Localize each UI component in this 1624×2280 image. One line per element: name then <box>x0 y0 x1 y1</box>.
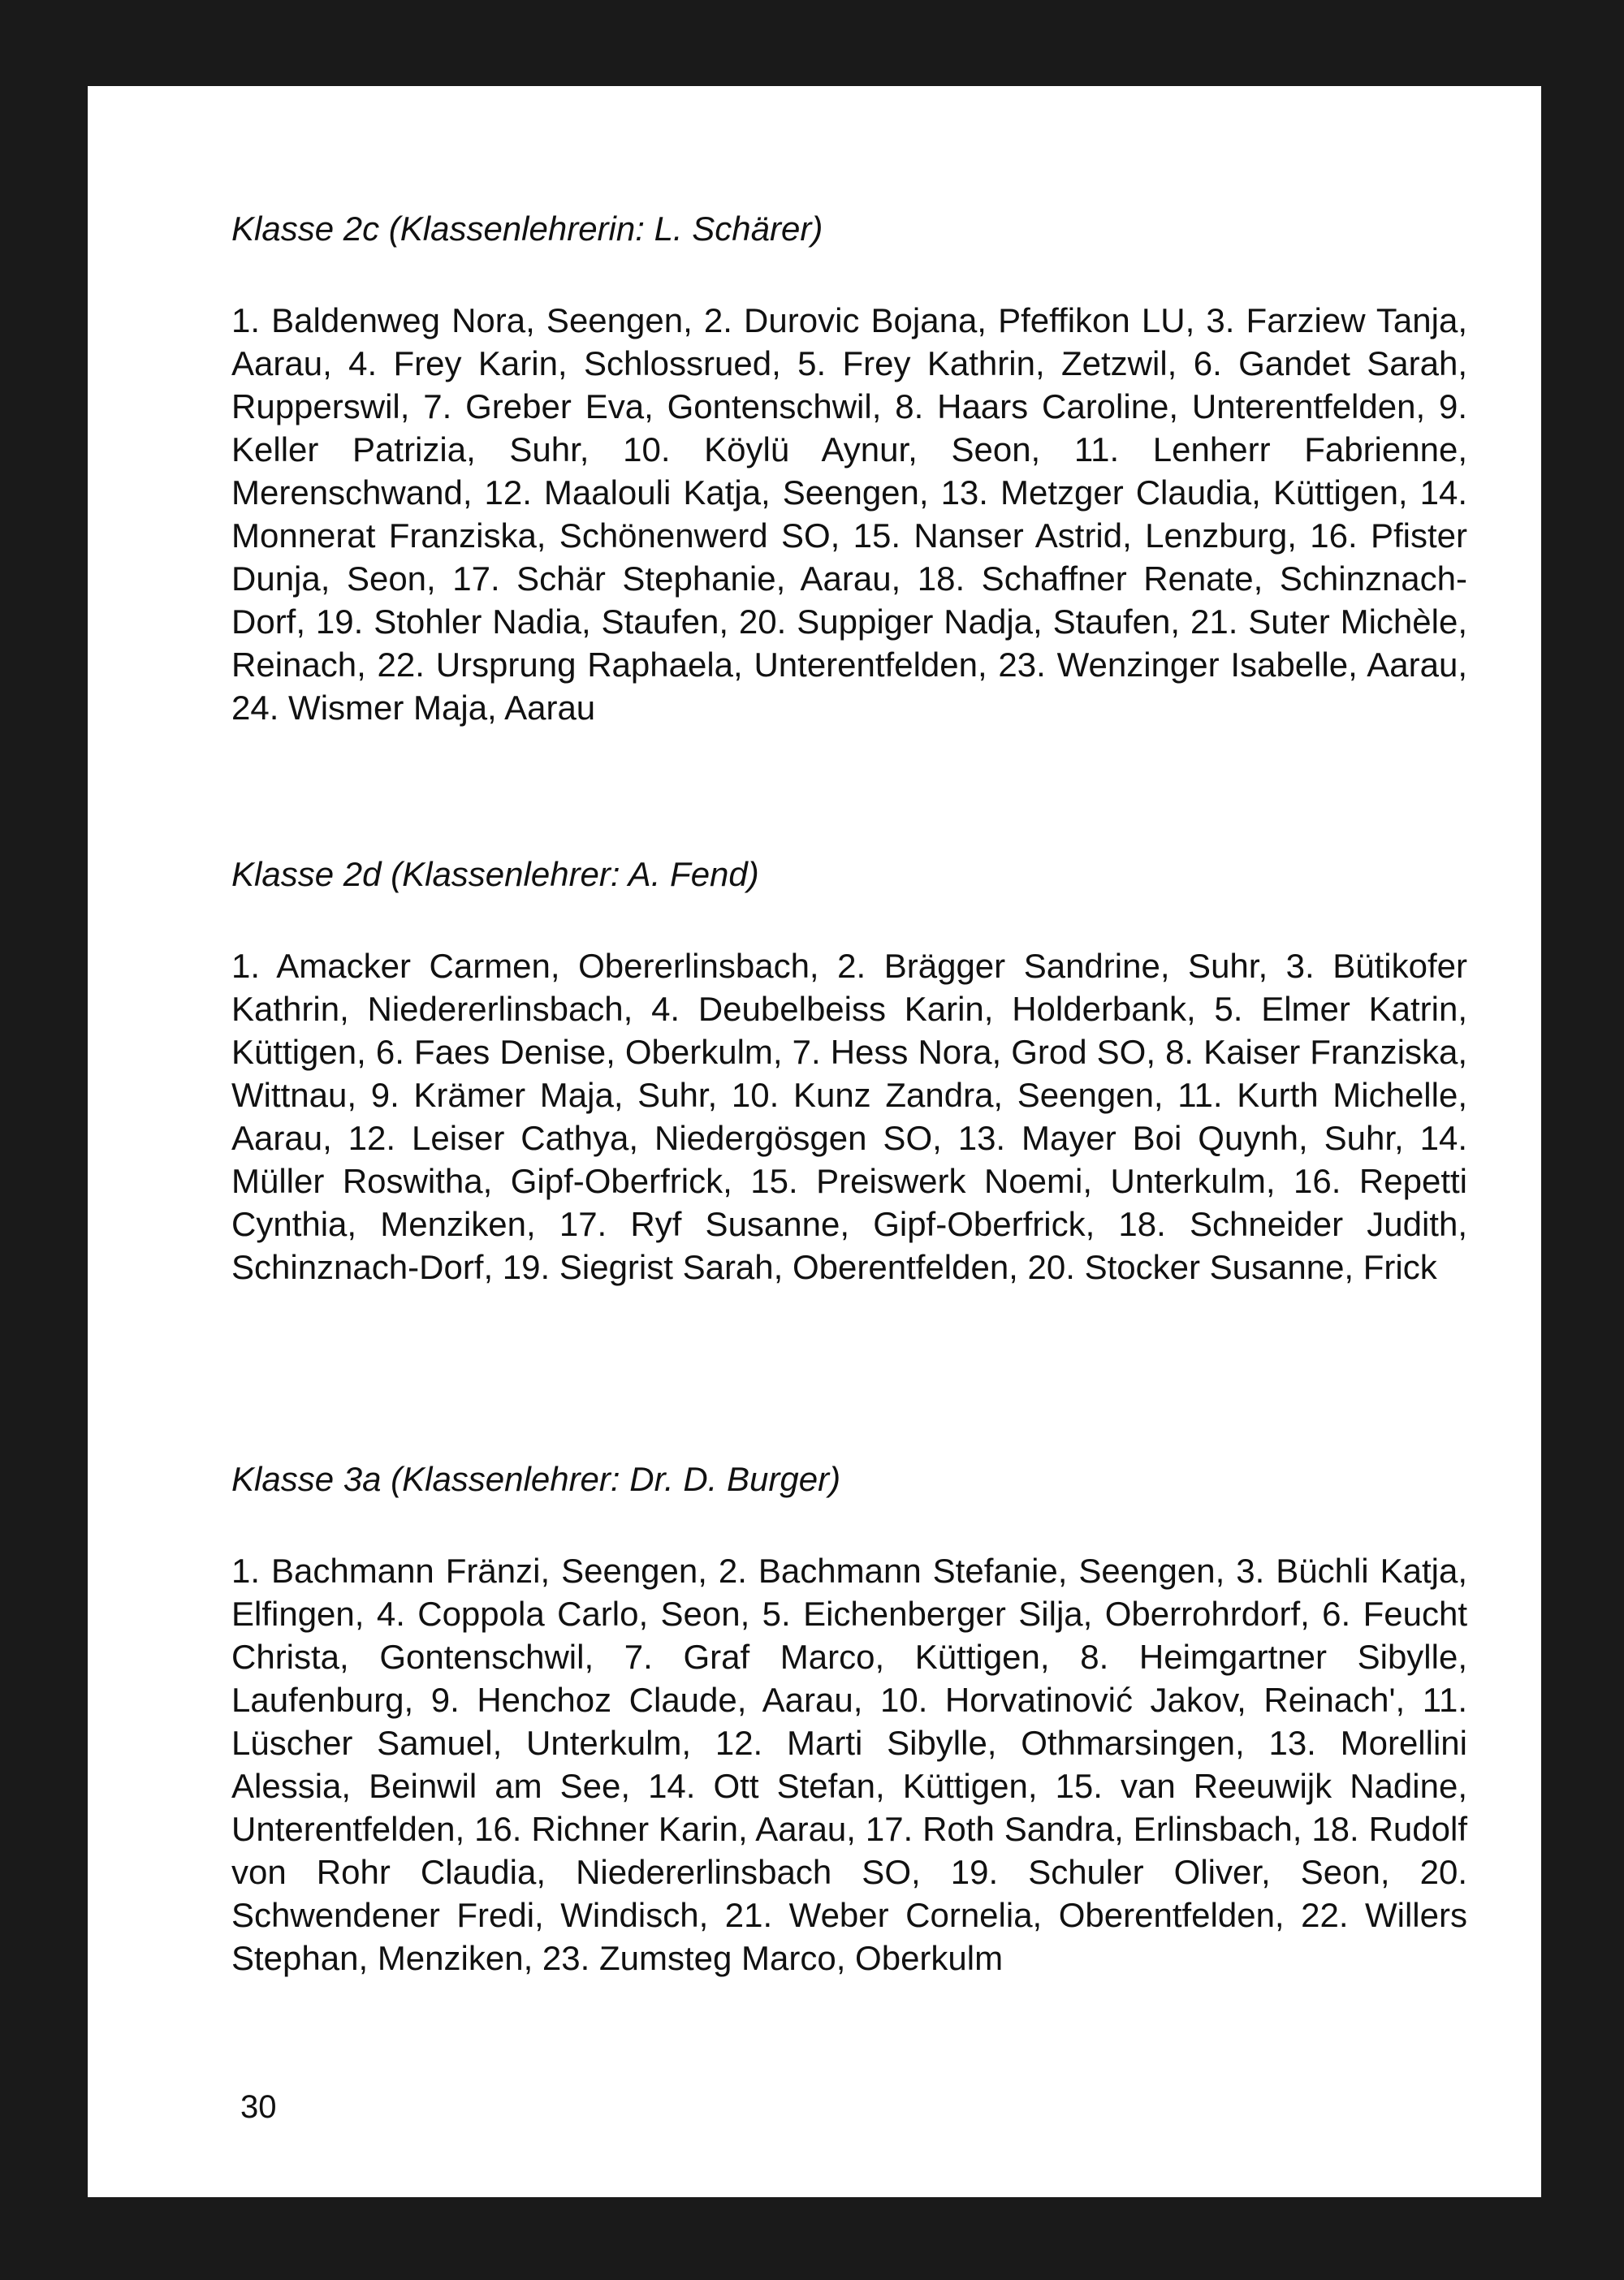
section-klasse-2d <box>231 853 1467 1289</box>
section-title: Klasse 3a (Klassenlehrer: Dr. D. Burger) <box>231 1460 841 1498</box>
student-list: 1. Bachmann Fränzi, Seengen, 2. Bachmann Stefanie, Seengen, 3. Büchli Katja, Elfingen, 4. Coppola Carlo, Seon, 5. Eichenberger Silja, Oberrohrdorf, 6. Feucht Christa, Gontenschwil, 7. Graf Marco, Küttigen, 8. Heimgartner Sibylle, Laufenburg, 9. Henchoz Claude, Aarau, 10. Horvatinović Jakov, Reinach', 11. Lüscher Samuel, Unterkulm, 12. Marti Sibylle, Othmarsingen, 13. Morellini Alessia, Beinwil am See, 14. Ott Stefan, Küttigen, 15. van Reeuwijk Nadine, Unterentfelden, 16. Richner Karin, Aarau, 17. Roth Sandra, Erlinsbach, 18. Rudolf von Rohr Claudia, Niedererlinsbach SO, 19. Schuler Oliver, Seon, 20. Schwendener Fredi, Windisch, 21. Weber Cornelia, Oberentfelden, 22. Willers Stephan, Menziken, 23. Zumsteg Marco, Oberkulm <box>231 1552 1467 1977</box>
document-page <box>88 86 1541 2197</box>
section-title: Klasse 2c (Klassenlehrerin: L. Schärer) <box>231 209 823 248</box>
student-list: 1. Baldenweg Nora, Seengen, 2. Durovic Bojana, Pfeffikon LU, 3. Farziew Tanja, Aarau, 4. Frey Karin, Schlossrued, 5. Frey Kathrin, Zetzwil, 6. Gandet Sarah, Rupperswil, 7. Greber Eva, Gontenschwil, 8. Haars Caroline, Unterentfelden, 9. Keller Patrizia, Suhr, 10. Köylü Aynur, Seon, 11. Lenherr Fabrienne, Merenschwand, 12. Maalouli Katja, Seengen, 13. Metzger Claudia, Küttigen, 14. Monnerat Franziska, Schönenwerd SO, 15. Nanser Astrid, Lenzburg, 16. Pfister Dunja, Seon, 17. Schär Stephanie, Aarau, 18. Schaffner Renate, Schinznach-Dorf, 19. Stohler Nadia, Staufen, 20. Suppiger Nadja, Staufen, 21. Suter Michèle, Reinach, 22. Ursprung Raphaela, Unterentfelden, 23. Wenzinger Isabelle, Aarau, 24. Wismer Maja, Aarau <box>231 301 1467 727</box>
section-klasse-2c <box>231 208 1467 729</box>
page-number: 30 <box>240 2089 277 2125</box>
section-title: Klasse 2d (Klassenlehrer: A. Fend) <box>231 855 759 893</box>
section-klasse-3a <box>231 1458 1467 1980</box>
student-list: 1. Amacker Carmen, Obererlinsbach, 2. Brägger Sandrine, Suhr, 3. Bütikofer Kathrin, Niedererlinsbach, 4. Deubelbeiss Karin, Holderbank, 5. Elmer Katrin, Küttigen, 6. Faes Denise, Oberkulm, 7. Hess Nora, Grod SO, 8. Kaiser Franziska, Wittnau, 9. Krämer Maja, Suhr, 10. Kunz Zandra, Seengen, 11. Kurth Michelle, Aarau, 12. Leiser Cathya, Niedergösgen SO, 13. Mayer Boi Quynh, Suhr, 14. Müller Roswitha, Gipf-Oberfrick, 15. Preiswerk Noemi, Unterkulm, 16. Repetti Cynthia, Menziken, 17. Ryf Susanne, Gipf-Oberfrick, 18. Schneider Judith, Schinznach-Dorf, 19. Siegrist Sarah, Oberentfelden, 20. Stocker Susanne, Frick <box>231 947 1467 1286</box>
